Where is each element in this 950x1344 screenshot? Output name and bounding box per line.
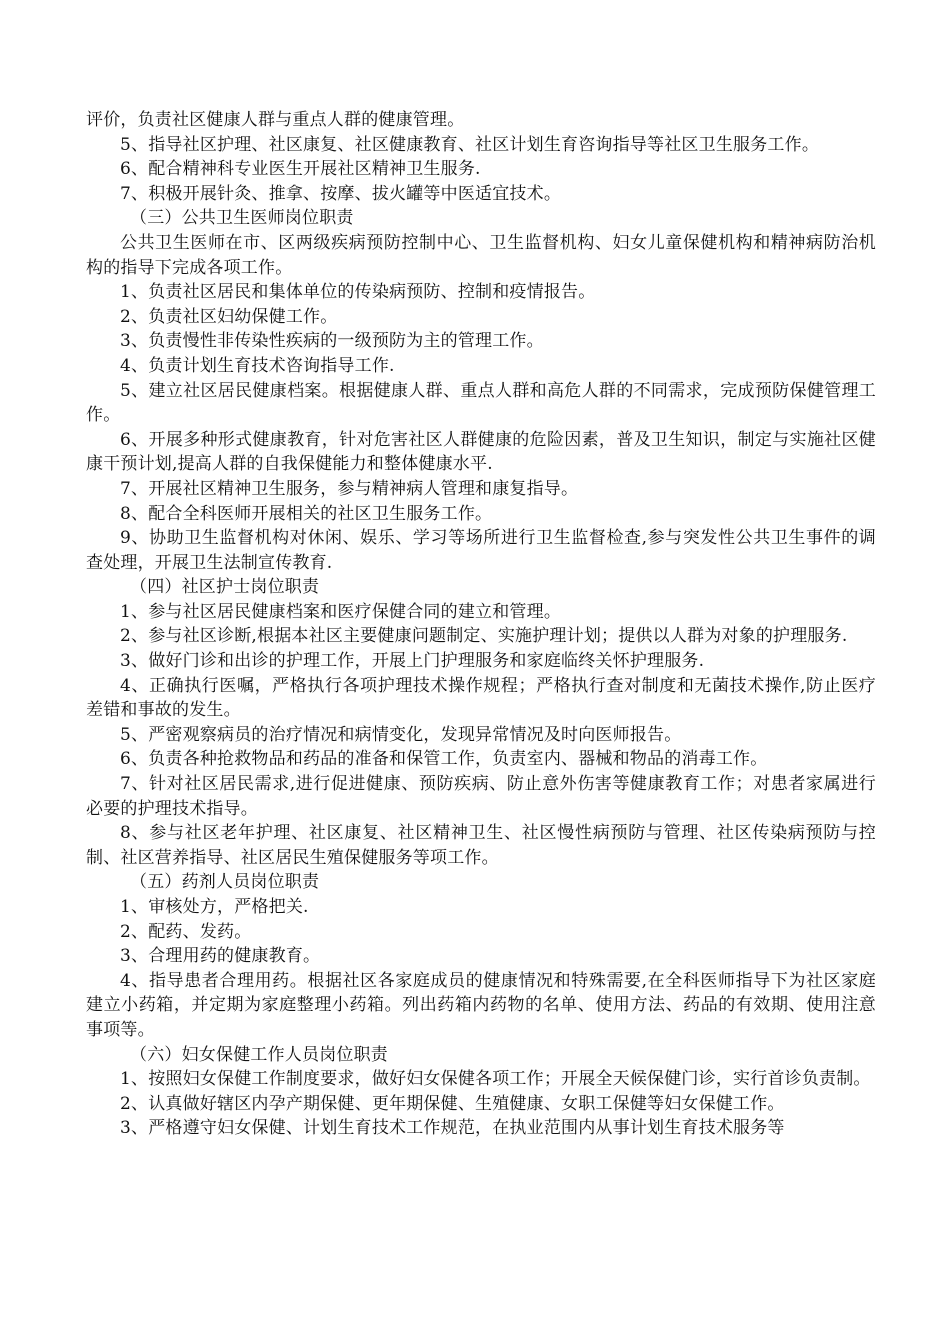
paragraph: 9、协助卫生监督机构对休闲、娱乐、学习等场所进行卫生监督检查,参与突发性公共卫生事件的调查处理，开展卫生法制宣传教育. [86,528,876,573]
paragraph: 6、配合精神科专业医生开展社区精神卫生服务. [120,159,481,180]
paragraph: 5、建立社区居民健康档案。根据健康人群、重点人群和高危人群的不同需求，完成预防保健管理工作。 [86,380,876,426]
paragraph: 3、合理用药的健康教育。 [120,946,321,967]
paragraph: 4、负责计划生育技术咨询指导工作. [120,355,395,376]
section-heading: （四）社区护士岗位职责 [130,577,320,598]
paragraph: 2、参与社区诊断,根据本社区主要健康问题制定、实施护理计划；提供以人群为对象的护理服务. [120,626,848,647]
paragraph: 4、指导患者合理用药。根据社区各家庭成员的健康情况和特殊需要,在全科医师指导下为社区家庭建立小药箱，并定期为家庭整理小药箱。列出药箱内药物的名单、使用方法、药品的有效期、使用注意事项等。 [86,970,876,1040]
paragraph: 2、负责社区妇幼保健工作。 [120,306,338,327]
paragraph: 2、配药、发药。 [120,921,252,942]
paragraph: 1、按照妇女保健工作制度要求，做好妇女保健各项工作；开展全天候保健门诊，实行首诊负责制。 [120,1069,871,1090]
document-page [86,108,876,1141]
paragraph: 评价，负责社区健康人群与重点人群的健康管理。 [86,110,465,130]
paragraph: 4、正确执行医嘱，严格执行各项护理技术操作规程；严格执行查对制度和无菌技术操作,防止医疗差错和事故的发生。 [86,675,876,721]
paragraph: 1、参与社区居民健康档案和医疗保健合同的建立和管理。 [120,601,562,622]
paragraph: 8、参与社区老年护理、社区康复、社区精神卫生、社区慢性病预防与管理、社区传染病预防与控制、社区营养指导、社区居民生殖保健服务等项工作。 [86,823,876,868]
paragraph: 1、审核处方，严格把关. [120,897,309,917]
paragraph: 7、开展社区精神卫生服务，参与精神病人管理和康复指导。 [120,478,579,499]
paragraph: 7、积极开展针灸、推拿、按摩、拔火罐等中医适宜技术。 [120,183,562,204]
paragraph: 7、针对社区居民需求,进行促进健康、预防疾病、防止意外伤害等健康教育工作；对患者家属进行必要的护理技术指导。 [86,774,876,819]
paragraph: 5、严密观察病员的治疗情况和病情变化，发现异常情况及时向医师报告。 [120,724,682,745]
paragraph: 1、负责社区居民和集体单位的传染病预防、控制和疫情报告。 [120,282,596,303]
paragraph: 2、认真做好辖区内孕产期保健、更年期保健、生殖健康、女职工保健等妇女保健工作。 [120,1093,785,1114]
paragraph: 公共卫生医师在市、区两级疾病预防控制中心、卫生监督机构、妇女儿童保健机构和精神病防治机构的指导下完成各项工作。 [86,232,876,278]
section-heading: （五）药剂人员岗位职责 [130,872,320,893]
paragraph: 3、严格遵守妇女保健、计划生育技术工作规范，在执业范围内从事计划生育技术服务等 [120,1118,785,1139]
section-heading: （三）公共卫生医师岗位职责 [130,208,354,229]
section-heading: （六）妇女保健工作人员岗位职责 [130,1044,388,1065]
paragraph: 3、做好门诊和出诊的护理工作，开展上门护理服务和家庭临终关怀护理服务. [120,651,705,672]
paragraph: 6、负责各种抢救物品和药品的准备和保管工作，负责室内、器械和物品的消毒工作。 [120,749,768,770]
paragraph: 8、配合全科医师开展相关的社区卫生服务工作。 [120,503,493,524]
paragraph: 6、开展多种形式健康教育，针对危害社区人群健康的危险因素，普及卫生知识，制定与实施社区健康干预计划,提高人群的自我保健能力和整体健康水平. [86,429,876,475]
paragraph: 3、负责慢性非传染性疾病的一级预防为主的管理工作。 [120,331,544,352]
paragraph: 5、指导社区护理、社区康复、社区健康教育、社区计划生育咨询指导等社区卫生服务工作。 [120,134,820,155]
